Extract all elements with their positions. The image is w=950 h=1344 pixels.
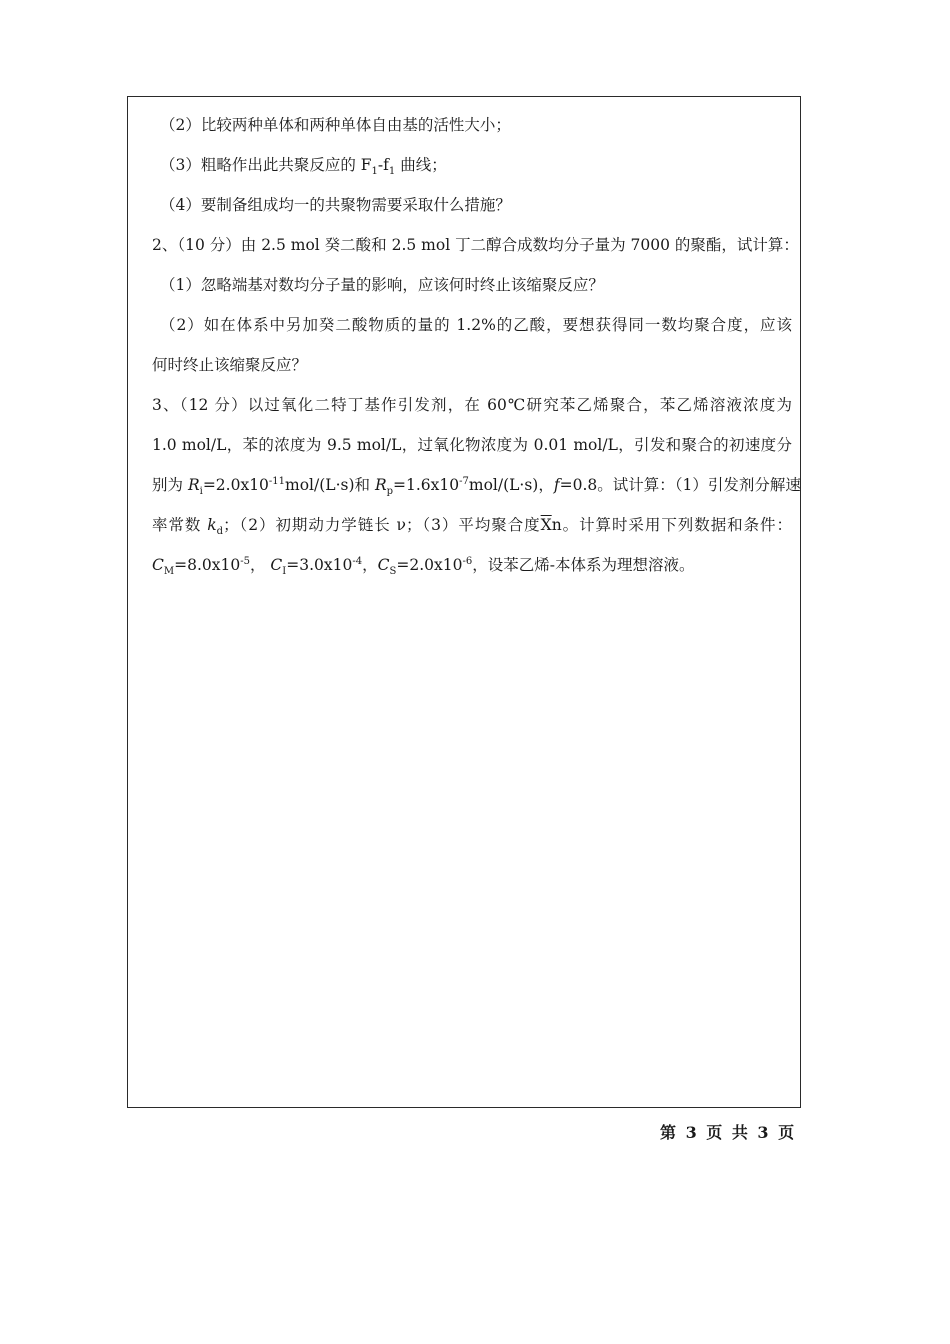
q3-line4: 率常数 $k_d$；（2）初期动力学链长 ν；（3）平均聚合度$\overline{X}n$。计算时采用下列数据和条件：: [152, 516, 793, 538]
q2-sub2-line1: （2）如在体系中另加癸二酸物质的量的 1.2%的乙酸，要想获得同一数均聚合度，应该: [160, 316, 792, 334]
page-number: 第 3 页 共 3 页: [660, 1123, 797, 1142]
q2-stem: 2、（10 分）由 2.5 mol 癸二酸和 2.5 mol 丁二醇合成数均分子量为 7000 的聚酯，试计算：: [152, 236, 799, 254]
q1-sub3: （3）粗略作出此共聚反应的 $F_1-f_1$ 曲线；: [160, 156, 447, 178]
q3-line1: 3、（12 分）以过氧化二特丁基作引发剂，在 60℃研究苯乙烯聚合，苯乙烯溶液浓度为: [152, 396, 792, 414]
q1-sub4: （4）要制备组成均一的共聚物需要采取什么措施？: [160, 196, 511, 214]
q3-line3: 别为 $R_i=2.0x10^{-11}mol/(L\cdot s)$和 $R_p=1.6x10^{-7}mol/(L\cdot s)$，f=0.8。试计算：（1）引发剂分解速: [152, 475, 801, 498]
q3-line5: $C_M=8.0x10^{-5}$， $C_I=3.0x10^{-4}$，$C_S=2.0x10^{-6}$，设苯乙烯-本体系为理想溶液。: [152, 555, 695, 578]
exam-content: [152, 105, 801, 585]
q3-line2: 1.0 mol/L，苯的浓度为 9.5 mol/L，过氧化物浓度为 0.01 mol/L，引发和聚合的初速度分: [152, 436, 792, 454]
q2-sub1: （1）忽略端基对数均分子量的影响，应该何时终止该缩聚反应？: [160, 276, 604, 294]
q1-sub2: （2）比较两种单体和两种单体自由基的活性大小；: [160, 116, 511, 134]
q2-sub2-line2: 何时终止该缩聚反应？: [152, 356, 308, 374]
